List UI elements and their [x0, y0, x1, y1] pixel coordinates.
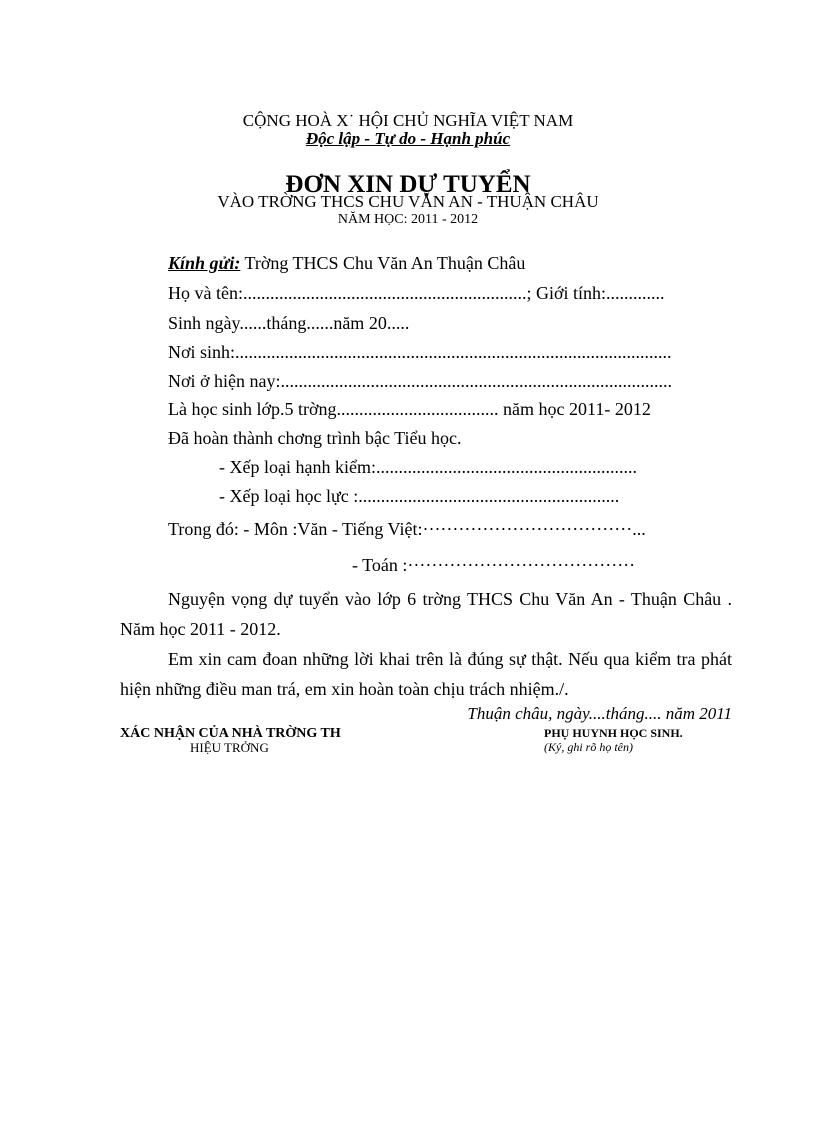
form-title: ĐƠN XIN DỰ TUYỂN — [285, 171, 531, 198]
residence-field[interactable]: Nơi ở hiện nay:....................................................................................... — [168, 371, 673, 391]
literature-score-field[interactable]: Trong đó: - Môn :Văn - Tiếng Việt:···································... — [168, 519, 646, 539]
date-line: Thuận châu, ngày....tháng.... năm 2011 — [467, 704, 732, 723]
academic-rating-field[interactable]: - Xếp loại học lực :.......................................................... — [219, 486, 620, 506]
parent-signature-hint: (Ký, ghi rõ họ tên) — [544, 740, 633, 754]
completion-line: Đã hoàn thành chơng trình bậc Tiểu học. — [168, 428, 462, 448]
recipient-line — [168, 254, 525, 272]
conduct-rating-field[interactable]: - Xếp loại hạnh kiểm:.......................................................... — [219, 457, 637, 477]
aspiration-paragraph: Nguyện vọng dự tuyển vào lớp 6 trờng THCS Chu Văn An - Thuận Châu . Năm học 2011 - 2012. — [120, 589, 732, 639]
school-year-line: NĂM HỌC: 2011 - 2012 — [337, 212, 479, 227]
school-line: VÀO TRỜNG THCS CHU VĂN AN - THUẬN CHÂU — [217, 192, 599, 211]
commitment-paragraph: Em xin cam đoan những lời khai trên là đúng sự thật. Nếu qua kiểm tra phát hiện những điều man trá, em xin hoàn toàn chịu trách nhiệm./. — [120, 649, 732, 699]
math-score-field[interactable]: - Toán :······································ — [352, 555, 636, 575]
national-title: CỘNG HOÀ X˙ HỘI CHỦ NGHĨA VIỆT NAM — [242, 111, 574, 130]
motto: Độc lập - Tự do - Hạnh phúc — [305, 129, 511, 148]
recipient-value: Trờng THCS Chu Văn An Thuận Châu — [240, 253, 526, 273]
recipient-label: Kính gửi: — [168, 253, 241, 273]
principal-label: HIỆU TRỞNG — [190, 740, 269, 755]
current-class-field[interactable]: Là học sinh lớp.5 trờng.................................... năm học 2011- 2012 — [168, 399, 651, 419]
parent-title: PHỤ HUYNH HỌC SINH. — [544, 726, 683, 740]
birth-place-field[interactable]: Nơi sinh:................................................................................................. — [168, 342, 672, 362]
school-confirmation-title: XÁC NHẬN CỦA NHÀ TRỜNG TH — [120, 726, 341, 741]
birth-date-field[interactable]: Sinh ngày......tháng......năm 20..... — [168, 313, 410, 333]
full-name-field[interactable]: Họ và tên:...............................................................; Giới tính:............. — [168, 283, 665, 303]
